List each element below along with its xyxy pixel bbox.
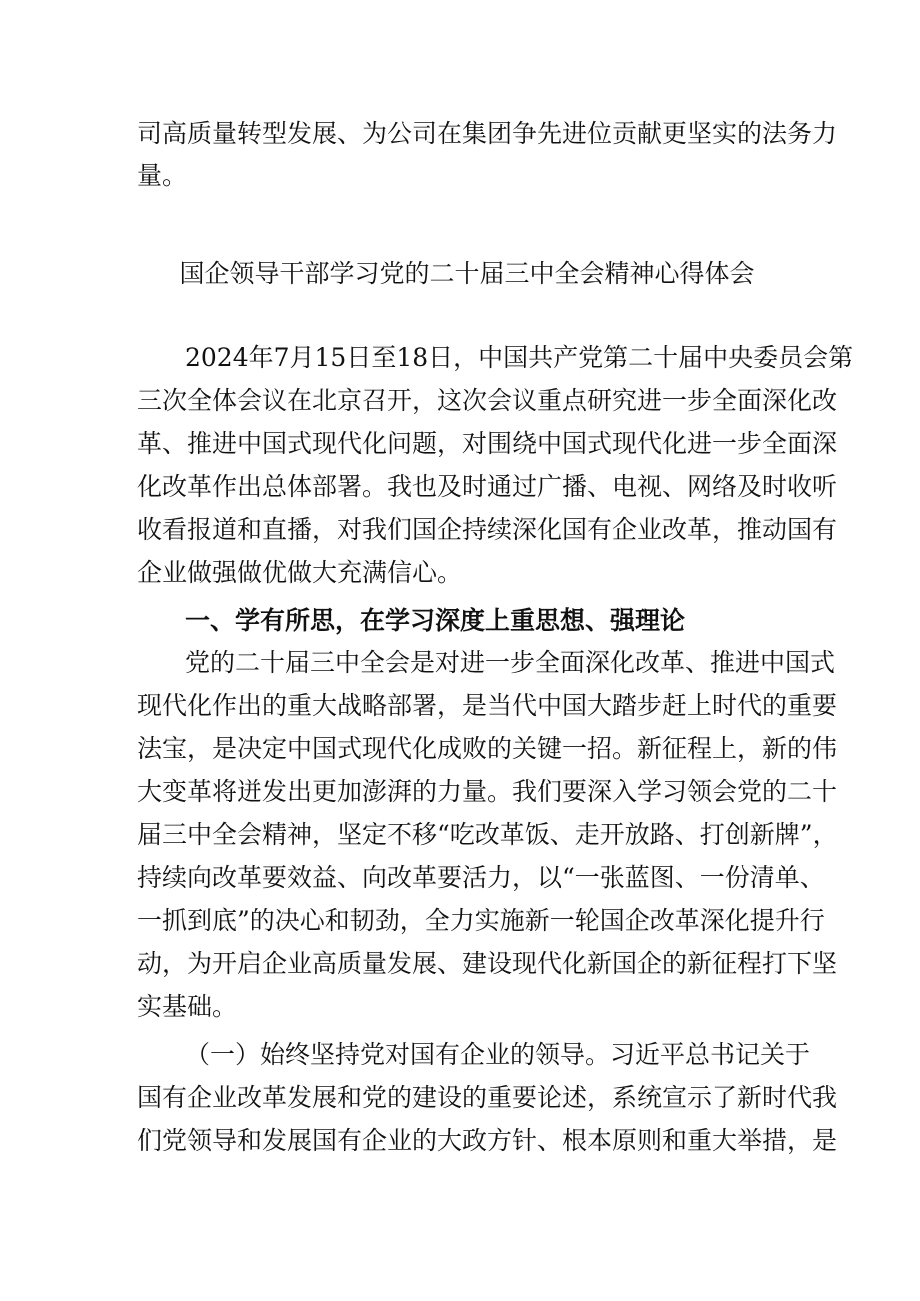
section-heading: 一、学有所思，在学习深度上重思想、强理论 (185, 606, 686, 635)
section-line-8: 动，为开启企业高质量发展、建设现代化新国企的新征程打下坚 (137, 949, 838, 978)
intro-line-5: 收看报道和直播，对我们国企持续深化国有企业改革，推动国有 (137, 515, 838, 544)
intro-line-4: 化改革作出总体部署。我也及时通过广播、电视、网络及时收听 (137, 472, 838, 501)
intro-line-6: 企业做强做优做大充满信心。 (137, 558, 463, 587)
intro-line-2: 三次全体会议在北京召开，这次会议重点研究进一步全面深化改 (137, 386, 838, 415)
section-line-3: 法宝，是决定中国式现代化成败的关键一招。新征程上，新的伟 (137, 734, 838, 763)
section-line-9: 实基础。 (137, 992, 238, 1021)
section-line-6: 持续向改革要效益、向改革要活力，以“一张蓝图、一份清单、 (137, 863, 825, 892)
section-line-5: 届三中全会精神，坚定不移“吃改革饭、走开放路、打创新牌”， (137, 820, 838, 849)
continuation-line-2: 量。 (137, 161, 188, 190)
section-line-4: 大变革将迸发出更加澎湃的力量。我们要深入学习领会党的二十 (137, 777, 838, 806)
section-line-1: 党的二十届三中全会是对进一步全面深化改革、推进中国式 (185, 648, 836, 677)
subsection-line-1: （一）始终坚持党对国有企业的领导。习近平总书记关于 (185, 1040, 811, 1069)
subsection-line-3: 们党领导和发展国有企业的大政方针、根本原则和重大举措，是 (137, 1126, 838, 1155)
section-line-2: 现代化作出的重大战略部署，是当代中国大踏步赶上时代的重要 (137, 691, 838, 720)
article-title: 国企领导干部学习党的二十届三中全会精神心得体会 (179, 259, 755, 288)
continuation-line-1: 司高质量转型发展、为公司在集团争先进位贡献更坚实的法务力 (137, 119, 838, 148)
intro-line-1: 2024年7月15日至18日，中国共产党第二十届中央委员会第 (185, 343, 854, 372)
intro-line-3: 革、推进中国式现代化问题，对围绕中国式现代化进一步全面深 (137, 429, 838, 458)
subsection-line-2: 国有企业改革发展和党的建设的重要论述，系统宣示了新时代我 (137, 1083, 838, 1112)
section-line-7: 一抓到底”的决心和韧劲，全力实施新一轮国企改革深化提升行 (137, 906, 825, 935)
